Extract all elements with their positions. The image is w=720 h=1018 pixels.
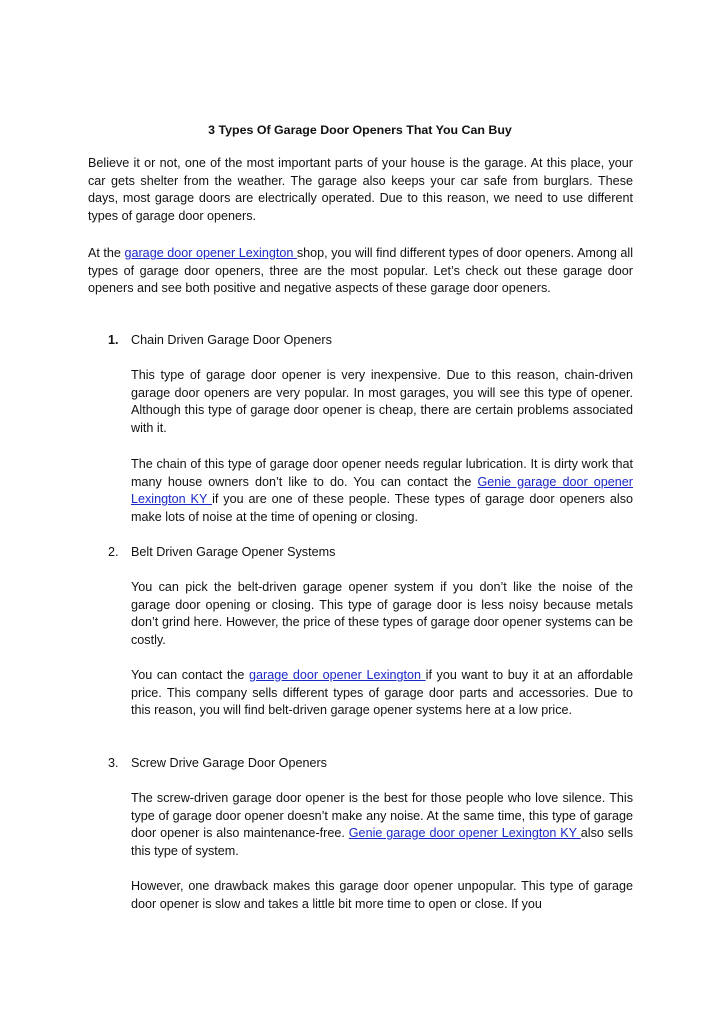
genie-garage-door-opener-lexington-ky-link[interactable]: Genie garage door opener Lexington KY: [131, 474, 633, 507]
shop-paragraph: [88, 245, 633, 298]
chain-driven-paragraph-1: This type of garage door opener is very inexpensive. Due to this reason, chain-driven garage door openers are very popular. In most garages, you will see this type of opener. Although this type of garage door opener is cheap, there are certain problems associated with it.: [131, 368, 633, 435]
chain-driven-paragraph-2-tail: if you are one of these people. These types of garage door openers also make lots of noise at the time of opening or closing.: [131, 492, 633, 524]
shop-paragraph-lead: At the: [88, 246, 125, 260]
list-item-1-heading-text: Chain Driven Garage Door Openers: [131, 333, 332, 347]
list-item-2-heading-text: Belt Driven Garage Opener Systems: [131, 545, 336, 559]
list-number-3: 3.: [108, 756, 119, 770]
genie-garage-door-opener-lexington-ky-link-2[interactable]: Genie garage door opener Lexington KY: [348, 826, 581, 841]
belt-driven-paragraph-2: [131, 667, 633, 720]
shop-paragraph-tail: shop, you will find different types of door openers. Among all types of garage door openers, three are the most popular. Let’s check out these garage door openers and see both positive and negative aspects of these garage door openers.: [88, 246, 634, 296]
list-item-2-heading: [108, 544, 335, 562]
document-title: 3 Types Of Garage Door Openers That You Can Buy: [208, 123, 512, 137]
screw-drive-paragraph-2: However, one drawback makes this garage door opener unpopular. This type of garage door opener is slow and takes a little bit more time to open or close. If you: [131, 879, 633, 911]
garage-door-opener-lexington-link[interactable]: garage door opener Lexington: [124, 246, 297, 260]
screw-drive-paragraph-1-tail: also sells this type of system.: [131, 826, 633, 858]
list-number-1: 1.: [108, 333, 119, 347]
belt-driven-paragraph-2-lead: You can contact the: [131, 668, 250, 682]
list-number-2: 2.: [108, 545, 119, 559]
list-item-1-heading: [108, 332, 332, 350]
garage-door-opener-lexington-link-2[interactable]: garage door opener Lexington: [249, 668, 426, 682]
belt-driven-paragraph-1: You can pick the belt-driven garage opener system if you don’t like the noise of the garage door opening or closing. This type of garage door is less noisy because metals don’t grind here. However, the price of these types of garage door opener systems can be costly.: [131, 580, 633, 647]
belt-driven-paragraph-2-tail: if you want to buy it at an affordable price. This company sells different types of garage door parts and accessories. Due to this reason, you will find belt-driven garage opener systems here at a low price.: [131, 668, 633, 718]
screw-drive-paragraph-1-lead: The screw-driven garage door opener is the best for those people who love silence. This type of garage door opener doesn’t make any noise. At the same time, this type of garage door opener is also maintenance-free.: [131, 791, 633, 841]
list-item-3-heading: [108, 755, 327, 773]
chain-driven-paragraph-2-lead: The chain of this type of garage door opener needs regular lubrication. It is dirty work that many house owners don’t like to do. You can contact the: [131, 457, 633, 489]
list-item-3-heading-text: Screw Drive Garage Door Openers: [131, 756, 327, 770]
screw-drive-paragraph-1: [131, 790, 633, 860]
intro-paragraph: Believe it or not, one of the most important parts of your house is the garage. At this place, your car gets shelter from the weather. The garage also keeps your car safe from burglars. These days, most garage doors are electrically operated. Due to this reason, we need to use different types of garage door openers.: [88, 156, 633, 223]
chain-driven-paragraph-2: [131, 456, 633, 526]
